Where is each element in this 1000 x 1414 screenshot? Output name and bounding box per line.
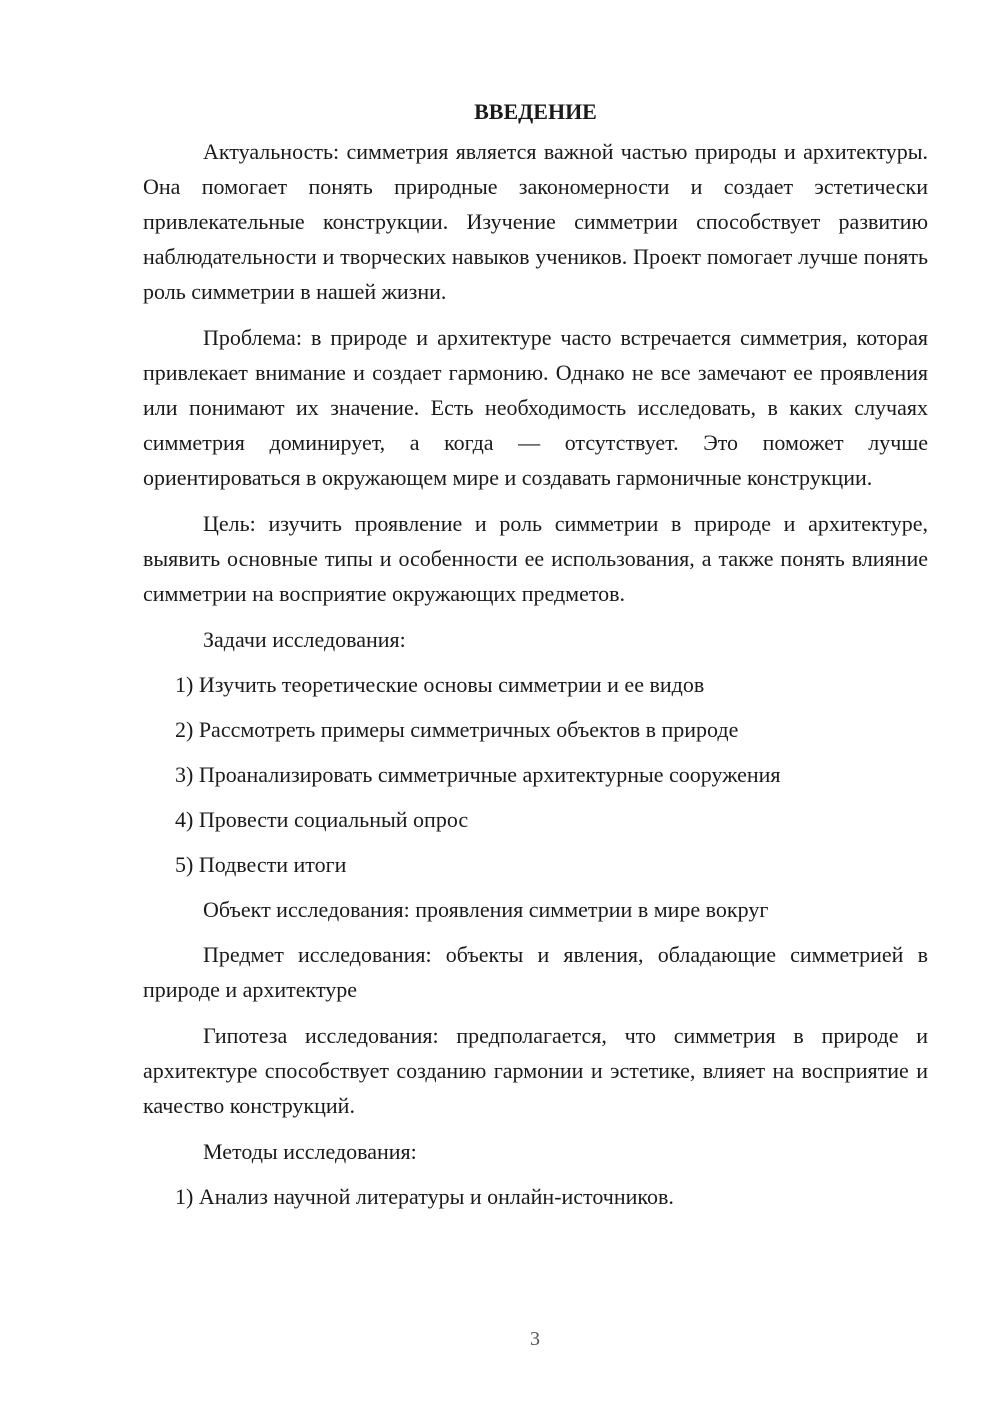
list-item: 1) Изучить теоретические основы симметрии и ее видов — [175, 672, 705, 697]
tasks-label: Задачи исследования: — [203, 627, 406, 652]
list-item: 2) Рассмотреть примеры симметричных объектов в природе — [175, 717, 739, 742]
hypothesis-paragraph: Гипотеза исследования: предполагается, что симметрия в природе и архитектуре способствует созданию гармонии и эстетике, влияет на восприятие и качество конструкций. — [143, 1023, 928, 1118]
list-item: 3) Проанализировать симметричные архитектурные сооружения — [175, 762, 781, 787]
methods-label: Методы исследования: — [203, 1139, 417, 1164]
subject-paragraph: Предмет исследования: объекты и явления, обладающие симметрией в природе и архитектуре — [143, 942, 928, 1002]
page-title: ВВЕДЕНИЕ — [474, 99, 597, 124]
list-item: 5) Подвести итоги — [175, 852, 347, 877]
methods-list — [143, 1179, 928, 1214]
list-item: 4) Провести социальный опрос — [175, 807, 469, 832]
object-paragraph: Объект исследования: проявления симметрии в мире вокруг — [203, 897, 769, 922]
list-item: 1) Анализ научной литературы и онлайн-источников. — [175, 1184, 674, 1209]
goal-paragraph: Цель: изучить проявление и роль симметрии в природе и архитектуре, выявить основные типы и особенности ее использования, а также понять влияние симметрии на восприятие окружающих предметов. — [143, 511, 928, 606]
tasks-list — [143, 667, 928, 882]
page-number: 3 — [530, 1328, 540, 1350]
relevance-paragraph: Актуальность: симметрия является важной частью природы и архитектуры. Она помогает понять природные закономерности и создает эстетически привлекательные конструкции. Изучение симметрии способствует развитию наблюдательности и творческих навыков учеников. Проект помогает лучше понять роль симметрии в нашей жизни. — [143, 139, 928, 304]
problem-paragraph: Проблема: в природе и архитектуре часто встречается симметрия, которая привлекает внимание и создает гармонию. Однако не все замечают ее проявления или понимают их значение. Есть необходимость исследовать, в каких случаях симметрия доминирует, а когда — отсутствует. Это поможет лучше ориентироваться в окружающем мире и создавать гармоничные конструкции. — [143, 325, 928, 490]
document-page — [143, 94, 928, 1224]
